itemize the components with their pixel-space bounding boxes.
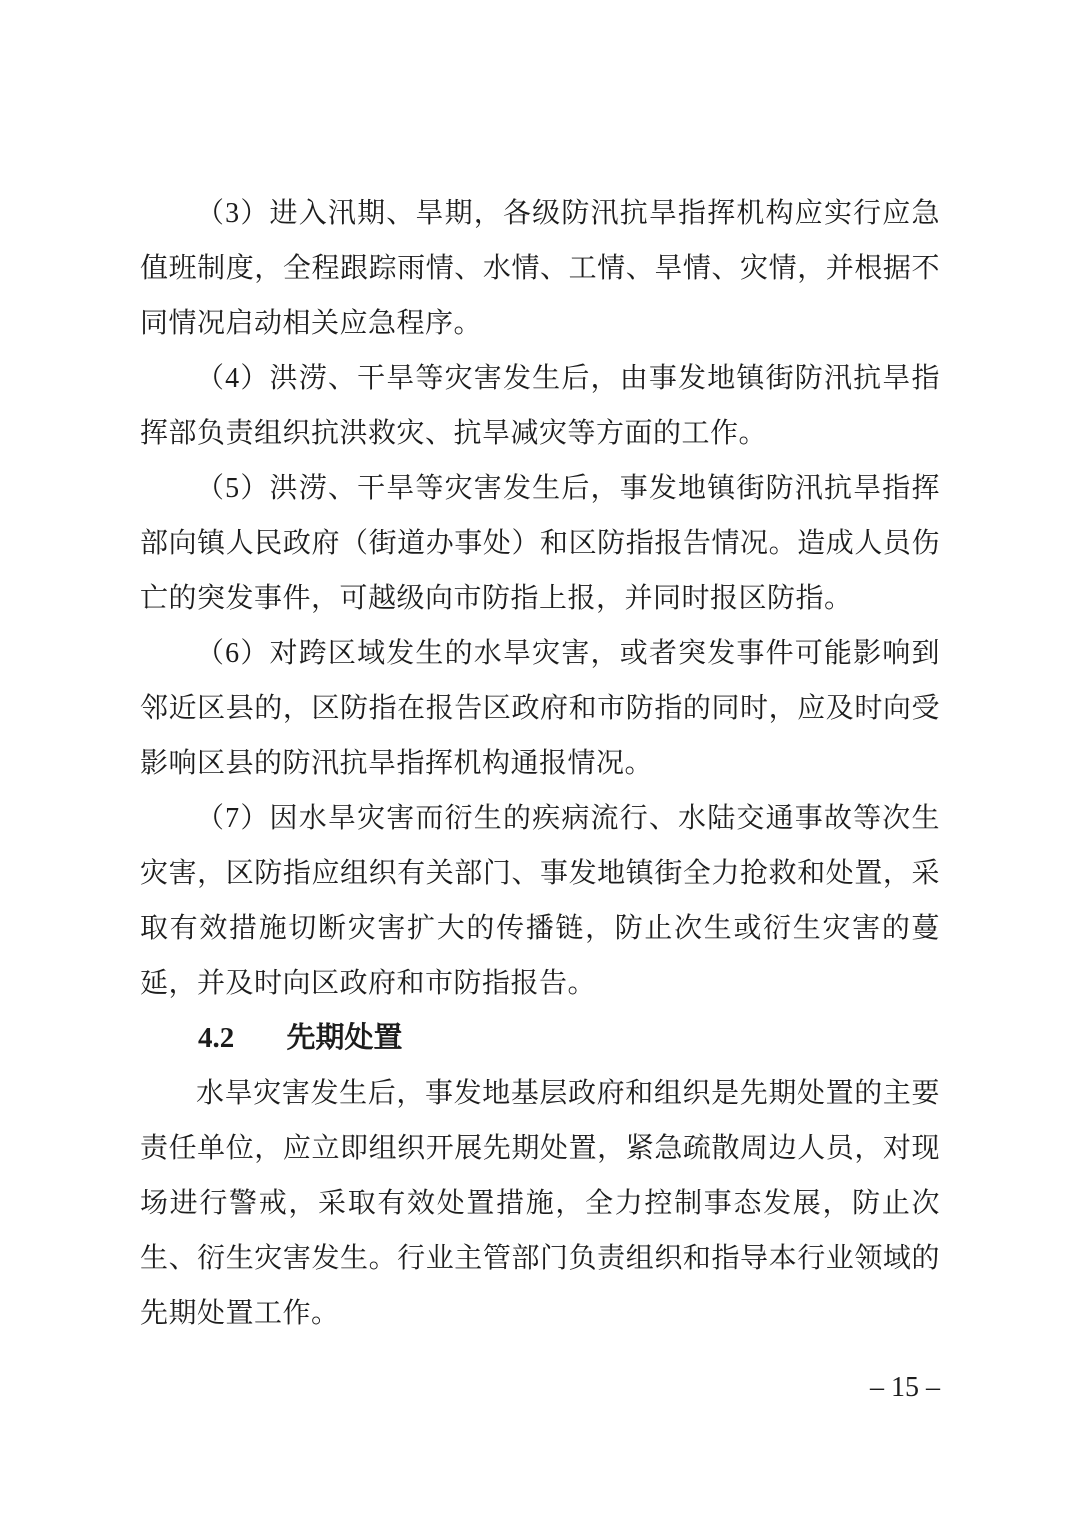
page-number: – 15 – xyxy=(870,1372,940,1403)
section-heading xyxy=(140,1011,940,1066)
page-footer xyxy=(140,1367,940,1409)
section-heading-title: 先期处置 xyxy=(286,1022,403,1054)
paragraph-item-5: （5）洪涝、干旱等灾害发生后，事发地镇街防汛抗旱指挥部向镇人民政府（街道办事处）和区防指报告情况。造成人员伤亡的突发事件，可越级向市防指上报，并同时报区防指。 xyxy=(140,473,940,614)
paragraph-item-6: （6）对跨区域发生的水旱灾害，或者突发事件可能影响到邻近区县的，区防指在报告区政府和市防指的同时，应及时向受影响区县的防汛抗旱指挥机构通报情况。 xyxy=(140,638,940,779)
paragraph-item-4: （4）洪涝、干旱等灾害发生后，由事发地镇街防汛抗旱指挥部负责组织抗洪救灾、抗旱减灾等方面的工作。 xyxy=(140,363,940,449)
paragraph-item-7: （7）因水旱灾害而衍生的疾病流行、水陆交通事故等次生灾害，区防指应组织有关部门、事发地镇街全力抢救和处置，采取有效措施切断灾害扩大的传播链，防止次生或衍生灾害的蔓延，并及时向区政府和市防指报告。 xyxy=(140,803,940,999)
paragraph-section-body: 水旱灾害发生后，事发地基层政府和组织是先期处置的主要责任单位，应立即组织开展先期处置，紧急疏散周边人员，对现场进行警戒，采取有效处置措施，全力控制事态发展，防止次生、衍生灾害发生。行业主管部门负责组织和指导本行业领域的先期处置工作。 xyxy=(140,1078,940,1329)
paragraph-item-3: （3）进入汛期、旱期，各级防汛抗旱指挥机构应实行应急值班制度，全程跟踪雨情、水情、工情、旱情、灾情，并根据不同情况启动相关应急程序。 xyxy=(140,198,940,339)
section-heading-number: 4.2 xyxy=(198,1022,235,1054)
